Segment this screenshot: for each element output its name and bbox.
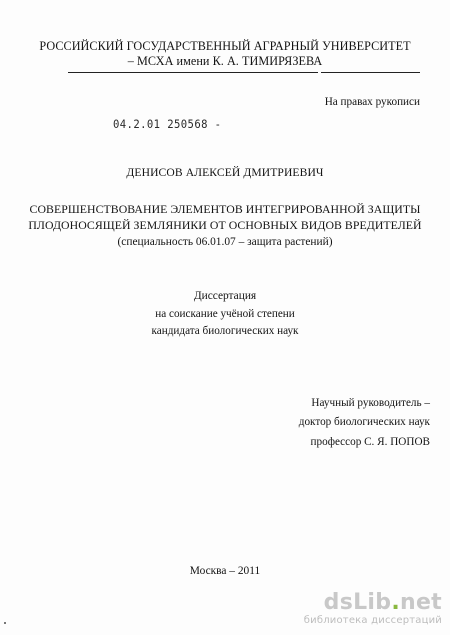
scan-speck [4, 622, 6, 624]
supervisor-role: Научный руководитель – [311, 397, 430, 409]
logo-dot: . [391, 590, 400, 615]
specialty-code: (специальность 06.01.07 – защита растений) [117, 236, 333, 248]
dslib-logo [304, 591, 442, 615]
supervisor-name: профессор С. Я. ПОПОВ [310, 436, 430, 448]
supervisor-degree: доктор биологических наук [298, 416, 430, 428]
degree-purpose: на соискание учёной степени [155, 308, 295, 320]
university-name-line2: – МСХА имени К. А. ТИМИРЯЗЕВА [127, 54, 323, 68]
watermark-subtitle: библиотека диссертаций [303, 615, 442, 626]
dslib-watermark [304, 591, 442, 627]
registration-stamp: 04.2.01 250568 ‑ [113, 118, 222, 132]
header-divider-gap [318, 71, 321, 74]
author-name: ДЕНИСОВ АЛЕКСЕЙ ДМИТРИЕВИЧ [126, 166, 324, 179]
logo-tld-text: net [400, 590, 442, 615]
university-name-line1: РОССИЙСКИЙ ГОСУДАРСТВЕННЫЙ АГРАРНЫЙ УНИВЕРСИТЕТ [39, 39, 411, 53]
thesis-title-line2: ПЛОДОНОСЯЩЕЙ ЗЕМЛЯНИКИ ОТ ОСНОВНЫХ ВИДОВ ВРЕДИТЕЛЕЙ [28, 218, 422, 232]
degree-name: кандидата биологических наук [151, 325, 299, 337]
header-divider [68, 72, 420, 73]
logo-main-text: dsLib [323, 590, 392, 615]
city-year: Москва – 2011 [189, 565, 261, 577]
dissertation-label: Диссертация [193, 290, 257, 302]
manuscript-rights-note: На правах рукописи [324, 96, 420, 108]
thesis-title-line1: СОВЕРШЕНСТВОВАНИЕ ЭЛЕМЕНТОВ ИНТЕГРИРОВАННОЙ ЗАЩИТЫ [29, 202, 421, 216]
